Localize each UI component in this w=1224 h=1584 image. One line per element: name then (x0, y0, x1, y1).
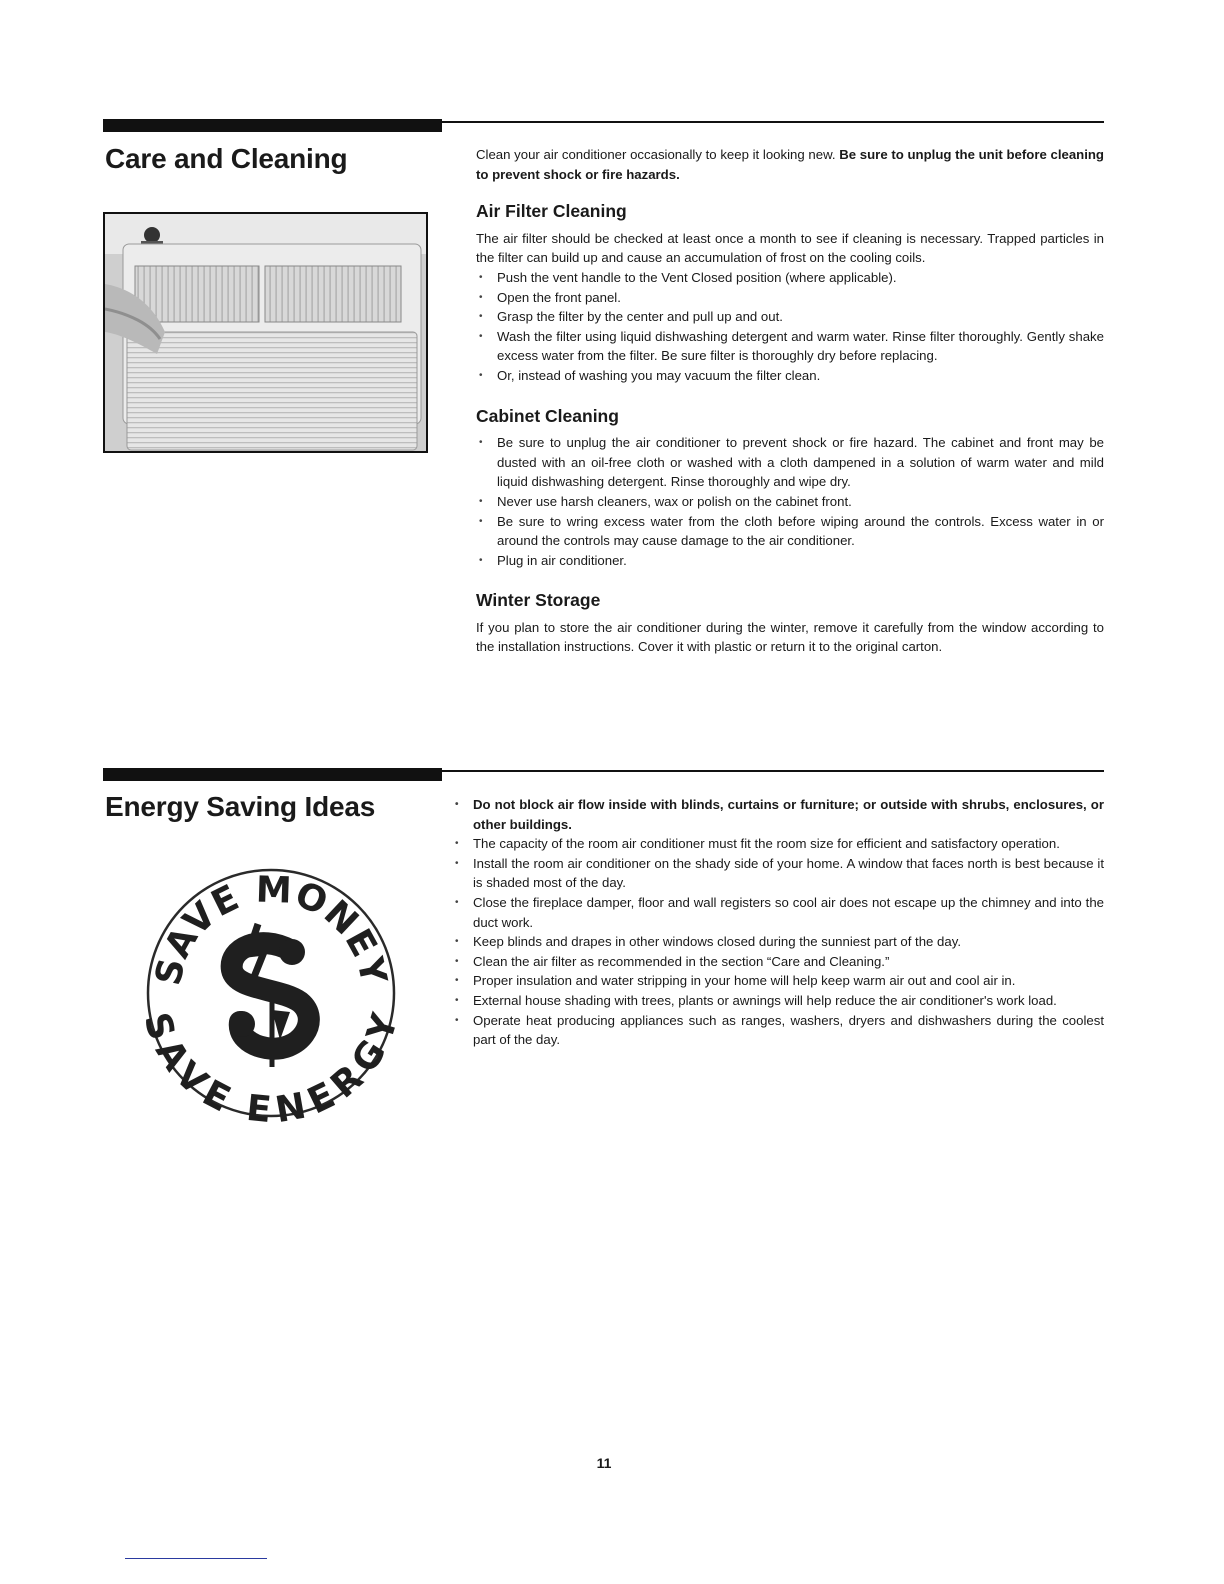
care-content (476, 145, 1104, 657)
care-title: Care and Cleaning (105, 143, 348, 174)
list-item: • Or, instead of washing you may vacuum the filter clean. (476, 366, 1104, 386)
energy-title: Energy Saving Ideas (105, 791, 376, 822)
air-filter-heading: Air Filter Cleaning (476, 201, 627, 222)
list-item: • Close the fireplace damper, floor and wall registers so cool air does not escape up the chimney and into the duct work. (452, 893, 1104, 932)
list-item: • Plug in air conditioner. (476, 551, 1104, 571)
list-item: • Proper insulation and water stripping in your home will help keep warm air out and cool air in. (452, 971, 1104, 991)
care-section-bar (103, 119, 442, 132)
care-intro (476, 145, 1104, 184)
energy-section-rule (442, 770, 1104, 772)
list-item: • Be sure to wring excess water from the cloth before wiping around the controls. Excess water in or around the controls may cause damage to the air conditioner. (476, 512, 1104, 551)
care-section-rule (442, 121, 1104, 123)
care-intro-warning: Be sure to unplug the unit before cleaning to prevent shock or fire hazards. (476, 147, 1104, 182)
winter-heading: Winter Storage (476, 590, 601, 611)
list-item: • Operate heat producing appliances such as ranges, washers, dryers and dishwashers during the coolest part of the day. (452, 1011, 1104, 1050)
list-item: • Install the room air conditioner on the shady side of your home. A window that faces north is best because it is shaded most of the day. (452, 854, 1104, 893)
list-item: • Push the vent handle to the Vent Closed position (where applicable). (476, 268, 1104, 288)
list-item: • Open the front panel. (476, 288, 1104, 308)
list-item: • The capacity of the room air conditioner must fit the room size for efficient and satisfactory operation. (452, 834, 1104, 854)
list-item: • External house shading with trees, plants or awnings will help reduce the air conditioner's work load. (452, 991, 1104, 1011)
cabinet-heading: Cabinet Cleaning (476, 405, 619, 426)
air-filter-steps (476, 268, 1104, 386)
list-item: • Grasp the filter by the center and pull up and out. (476, 307, 1104, 327)
air-conditioner-photo (103, 212, 428, 453)
list-item: • Clean the air filter as recommended in the section “Care and Cleaning.” (452, 952, 1104, 972)
logo-text-bottom: SAVE ENERGY (140, 1008, 402, 1124)
footer-line (125, 1558, 267, 1559)
save-money-energy-logo (140, 862, 402, 1124)
cabinet-steps (476, 433, 1104, 570)
list-item: • Do not block air flow inside with blinds, curtains or furniture; or outside with shrubs, enclosures, or other buildings. (452, 795, 1104, 834)
page-number: 11 (596, 1455, 612, 1471)
energy-content (452, 795, 1104, 1050)
energy-section-bar (103, 768, 442, 781)
logo-text-top: SAVE MONEY (147, 869, 395, 989)
list-item: • Be sure to unplug the air conditioner to prevent shock or fire hazard. The cabinet and front may be dusted with an oil-free cloth or washed with a cloth dampened in a solution of warm water and mild liquid dishwashing detergent. Rinse thoroughly and wipe dry. (476, 433, 1104, 492)
list-item: • Never use harsh cleaners, wax or polish on the cabinet front. (476, 492, 1104, 512)
energy-tips (452, 795, 1104, 1050)
care-intro-text: Clean your air conditioner occasionally to keep it looking new. (476, 147, 836, 162)
winter-paragraph: If you plan to store the air conditioner during the winter, remove it carefully from the window according to the installation instructions. Cover it with plastic or return it to the original carton. (476, 619, 1104, 655)
list-item: • Wash the filter using liquid dishwashing detergent and warm water. Rinse filter thoroughly. Gently shake excess water from the filter. Be sure filter is thoroughly dry before replacing. (476, 327, 1104, 366)
list-item: • Keep blinds and drapes in other windows closed during the sunniest part of the day. (452, 932, 1104, 952)
air-filter-paragraph: The air filter should be checked at least once a month to see if cleaning is necessary. Trapped particles in the filter can build up and cause an accumulation of frost on the cooling coils. (476, 230, 1104, 266)
